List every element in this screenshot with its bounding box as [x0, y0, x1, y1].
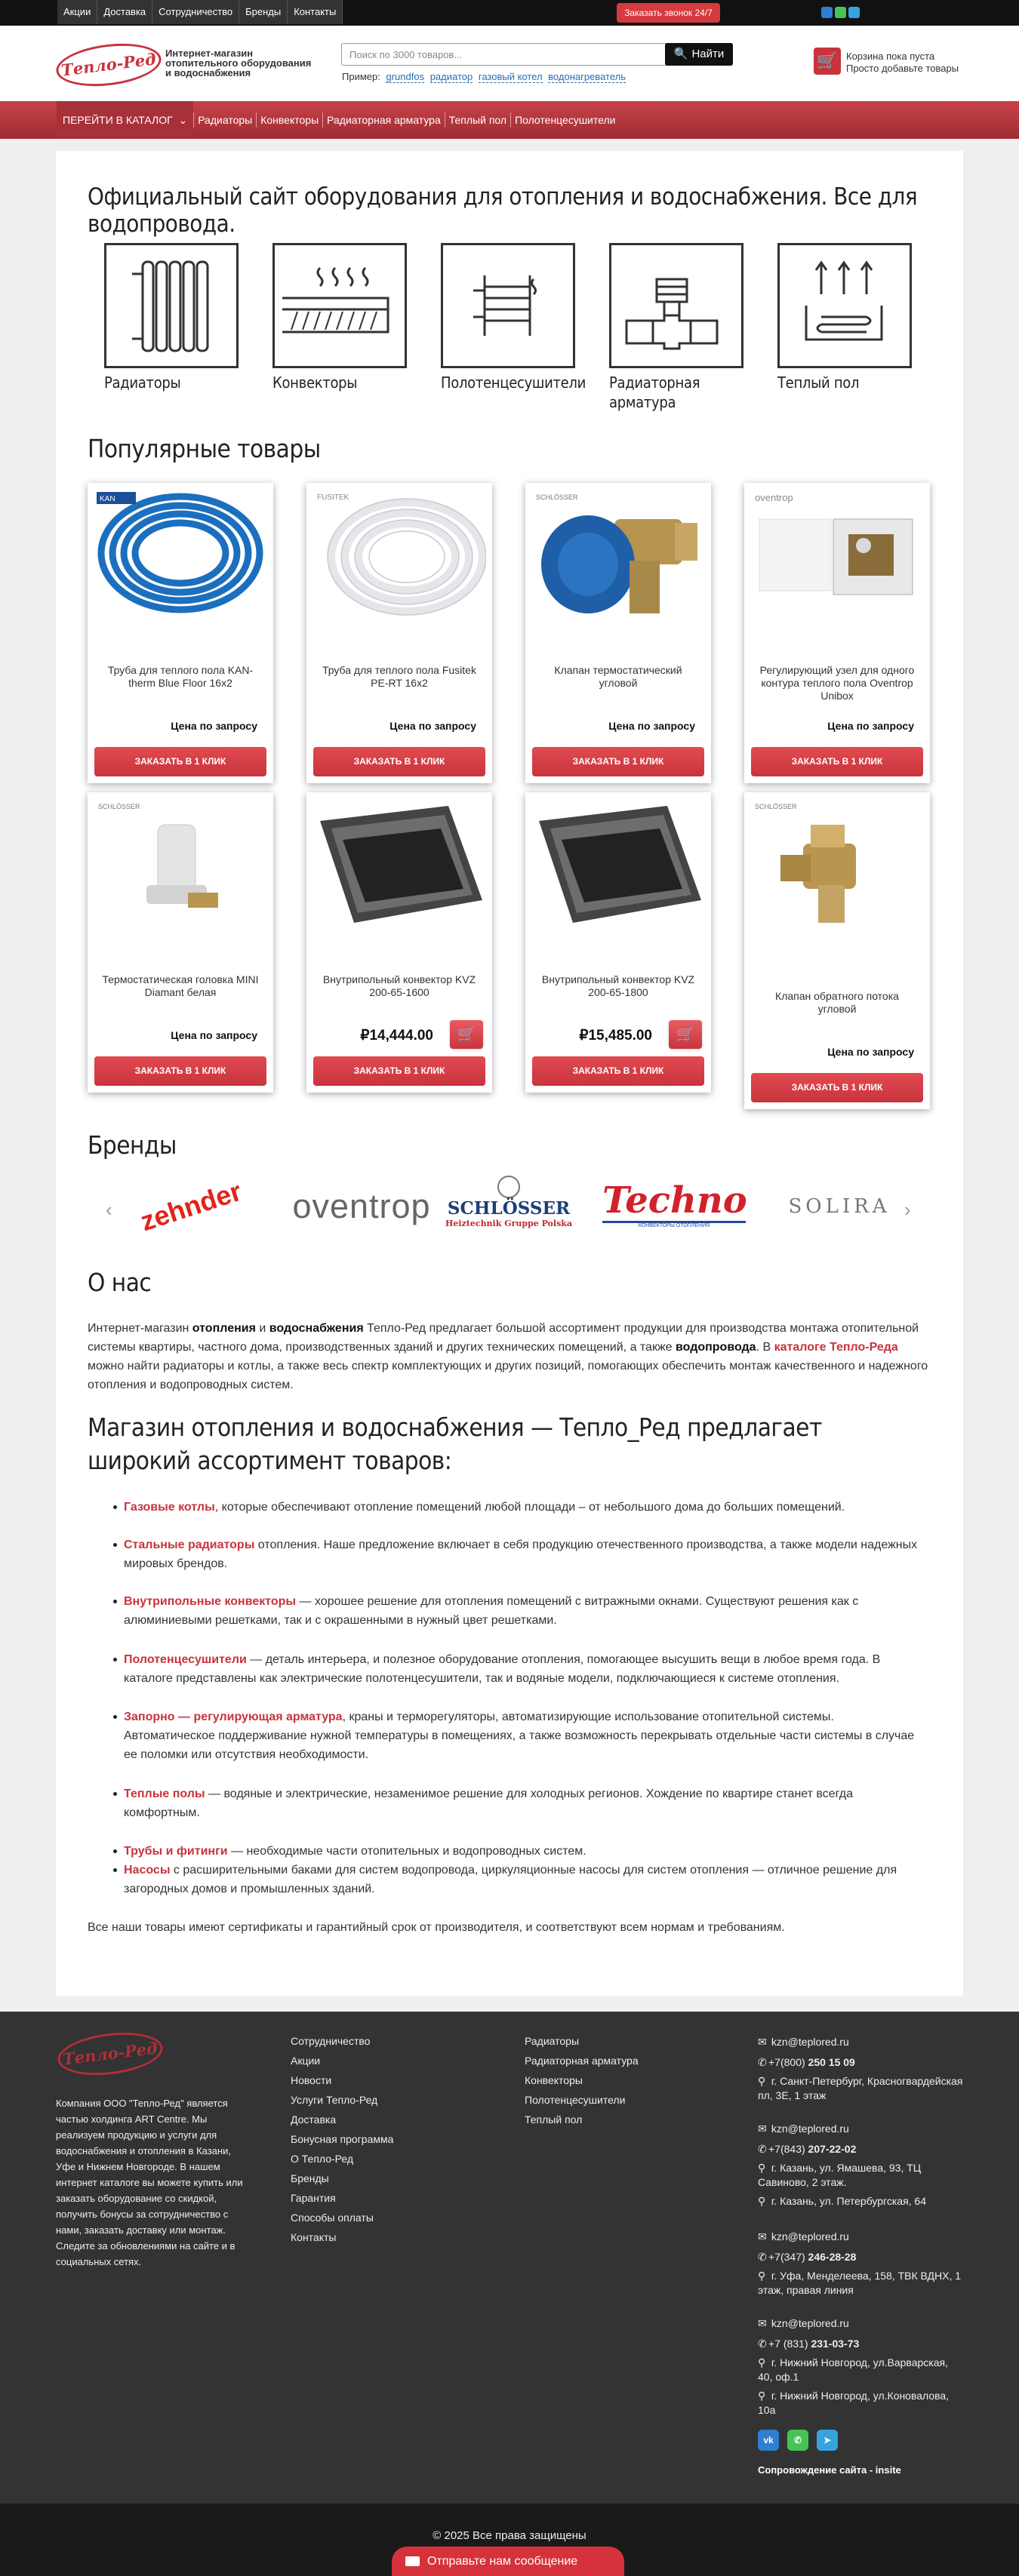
cart-line2: Просто добавьте товары: [846, 63, 959, 74]
catalog-button[interactable]: ПЕРЕЙТИ В КАТАЛОГ ⌄: [57, 101, 193, 139]
about-bold: водопровода: [676, 1341, 756, 1354]
contact-phone[interactable]: 246-28-28: [808, 2251, 857, 2263]
product-price: Цена по запросу: [389, 720, 476, 732]
list-text: , которые обеспечивают отопление помещений любой площади – от небольшого дома до больших помещений.: [214, 1501, 845, 1514]
buy-one-click-button[interactable]: ЗАКАЗАТЬ В 1 КЛИК: [532, 1056, 704, 1086]
list-text: отопления. Наше предложение включает в себя продукцию отечественного производства, а также модели надежных мировых брендов.: [124, 1539, 918, 1570]
product-price: ₽15,485.00: [579, 1028, 652, 1044]
product-title[interactable]: Термостатическая головка MINI Diamant белая: [102, 973, 259, 998]
footer-link[interactable]: Бонусная программа: [291, 2133, 394, 2145]
product-card[interactable]: [306, 483, 492, 783]
product-image[interactable]: [94, 489, 267, 621]
brands-title: Бренды: [88, 1130, 177, 1160]
product-title[interactable]: Клапан термостатический угловой: [554, 664, 682, 689]
top-social: [821, 7, 860, 18]
email-icon: ✉: [758, 2317, 767, 2329]
assortment-list: [113, 1535, 928, 1573]
tagline-line: Интернет-магазин: [165, 48, 254, 59]
nav-item-underfloor[interactable]: Теплый пол: [445, 112, 510, 128]
main-nav: [0, 101, 1019, 139]
footer-link[interactable]: Доставка: [291, 2113, 337, 2126]
product-price: Цена по запросу: [171, 720, 257, 732]
logo[interactable]: [54, 38, 164, 92]
contact-email[interactable]: kzn@teplored.ru: [771, 2036, 849, 2048]
list-text: , краны и терморегуляторы, автоматизирующие использование отопительной системы. Автоматическое поддерживание нужной температуры в помещениях, а также возможность перекрывать отдельные части системы в случае ее поломки или отсутствия необходимости.: [124, 1711, 915, 1761]
vk-icon[interactable]: vk: [758, 2430, 779, 2451]
topnav-brands[interactable]: Бренды: [239, 0, 288, 24]
carousel-prev-icon[interactable]: ‹: [106, 1198, 112, 1221]
topnav-promotions[interactable]: Акции: [57, 0, 97, 24]
assortment-list: [113, 1784, 928, 1822]
list-item: [113, 1861, 928, 1898]
footer-contacts-ufa: [758, 2230, 965, 2298]
phone-icon: ✆: [758, 2056, 767, 2068]
convector-icon: [272, 243, 407, 368]
assortment-title: Магазин отопления и водоснабжения — Тепло_Ред предлагает широкий ассортимент товаров:: [88, 1412, 822, 1475]
contact-address: г. Уфа, Менделеева, 158, ТВК ВДНХ, 1 этаж, правая линия: [758, 2270, 962, 2296]
tagline: [165, 48, 311, 78]
top-nav: [57, 0, 343, 24]
cart-status[interactable]: [846, 51, 959, 75]
product-price: ₽14,444.00: [360, 1028, 433, 1044]
underfloor-heating-icon: [777, 243, 912, 368]
add-to-cart-icon[interactable]: 🛒: [450, 1020, 483, 1049]
list-item: [113, 1842, 928, 1861]
map-pin-icon: ⚲: [758, 2356, 766, 2369]
product-image[interactable]: [531, 489, 705, 621]
list-link[interactable]: Газовые котлы: [124, 1501, 215, 1514]
list-text: — водяные и электрические, незаменимое решение для холодных регионов. Хождение по квартире станет всегда комфортным.: [124, 1788, 853, 1819]
category-radiator-fittings[interactable]: [609, 243, 745, 412]
footer-link[interactable]: Услуги Тепло-Ред: [291, 2094, 378, 2106]
footer-link[interactable]: Радиаторы: [525, 2035, 580, 2047]
footer-contacts-spb: [758, 2035, 965, 2103]
brand-name: zehnder: [136, 1175, 245, 1237]
list-link[interactable]: Полотенцесушители: [124, 1653, 247, 1666]
product-image[interactable]: [750, 489, 924, 621]
category-convectors[interactable]: [272, 243, 408, 392]
about-bold: водоснабжения: [269, 1322, 364, 1335]
map-pin-icon: ⚲: [758, 2195, 766, 2207]
footer-column-company: [291, 2031, 393, 2247]
send-message-label: Отправьте нам сообщение: [427, 2555, 578, 2568]
category-underfloor[interactable]: [777, 243, 913, 392]
email-icon: ✉: [758, 2123, 767, 2135]
product-price: Цена по запросу: [827, 720, 914, 732]
category-label: Радиаторная арматура: [609, 373, 700, 411]
header: [0, 26, 1019, 101]
category-label: Конвекторы: [272, 373, 358, 392]
footer-link[interactable]: Контакты: [291, 2231, 337, 2243]
buy-one-click-button[interactable]: ЗАКАЗАТЬ В 1 КЛИК: [751, 747, 923, 776]
about-text: [88, 1319, 933, 1394]
brand-mark: oventrop: [755, 492, 793, 503]
main-content: [56, 151, 963, 1996]
search-input[interactable]: [341, 43, 733, 66]
page-title: Официальный сайт оборудования для отопления и водоснабжения. Все для водопровода.: [88, 183, 918, 238]
phone-icon: ✆: [758, 2143, 767, 2155]
list-link[interactable]: Запорно — регулирующая арматура: [124, 1711, 343, 1723]
buy-one-click-button[interactable]: ЗАКАЗАТЬ В 1 КЛИК: [313, 1056, 485, 1086]
footer-link[interactable]: О Тепло-Ред: [291, 2153, 354, 2165]
footer-link[interactable]: Теплый пол: [525, 2113, 583, 2126]
search-examples: [342, 71, 626, 82]
product-card[interactable]: [88, 792, 273, 1093]
cart-icon[interactable]: 🛒: [814, 48, 841, 75]
buy-one-click-button[interactable]: ЗАКАЗАТЬ В 1 КЛИК: [94, 747, 266, 776]
list-item: [113, 1708, 928, 1764]
about-text-part: . В: [756, 1341, 774, 1354]
valve-icon: [609, 243, 743, 368]
list-item: [113, 1784, 928, 1822]
buy-one-click-button[interactable]: ЗАКАЗАТЬ В 1 КЛИК: [313, 747, 485, 776]
about-text-part: Тепло-Ред предлагает большой ассортимент продукции для производства монтажа отопительной системы квартиры, частного дома, производственных зданий и других технических помещений, а также: [88, 1322, 919, 1354]
copyright: © 2025 Все права защищены: [433, 2529, 586, 2542]
list-text: — деталь интерьера, и полезное оборудование отопления, помогающее высушить вещи в любое время года. В каталоге представлены как электрические полотенцесушители, так и водяные модели, подключающиеся к системе отопления.: [124, 1653, 881, 1685]
brand-mark: FUSITEK: [317, 493, 349, 502]
product-title[interactable]: Клапан обратного потока угловой: [775, 990, 899, 1015]
example-link[interactable]: водонагреватель: [548, 71, 626, 82]
brand-logo-techno[interactable]: [602, 1180, 746, 1228]
contact-phone-prefix[interactable]: +7(843): [768, 2143, 808, 2155]
assortment-list: [113, 1861, 928, 1898]
brand-logo-schlosser[interactable]: [433, 1176, 584, 1228]
footer-link[interactable]: Акции: [291, 2055, 321, 2067]
footer-contacts-kazan: [758, 2122, 965, 2209]
product-image[interactable]: [94, 798, 267, 930]
certificates-text: Все наши товары имеют сертификаты и гарантийный срок от производителя, и соответствуют всем нормам и требованиям.: [88, 1921, 785, 1934]
list-link[interactable]: Стальные радиаторы: [124, 1539, 255, 1551]
product-title[interactable]: Труба для теплого пола Fusitek PE-RT 16x2: [322, 664, 476, 689]
map-pin-icon: ⚲: [758, 2075, 766, 2087]
example-label: Пример:: [342, 71, 380, 82]
category-radiators[interactable]: [104, 243, 240, 392]
send-message-button[interactable]: [392, 2547, 624, 2576]
contact-phone[interactable]: 207-22-02: [808, 2143, 857, 2155]
contact-email[interactable]: kzn@teplored.ru: [771, 2230, 849, 2242]
vk-icon[interactable]: [821, 7, 833, 18]
footer-link[interactable]: Гарантия: [291, 2192, 336, 2204]
product-image[interactable]: [531, 798, 705, 930]
category-label: Радиаторы: [104, 373, 181, 392]
category-label: Полотенцесушители: [441, 373, 586, 392]
product-title[interactable]: Внутрипольный конвектор KVZ 200-65-1600: [322, 973, 476, 998]
buy-one-click-button[interactable]: ЗАКАЗАТЬ В 1 КЛИК: [532, 747, 704, 776]
footer-link[interactable]: Бренды: [291, 2172, 329, 2184]
brand-mark: SCHLÖSSER: [536, 493, 578, 501]
nav-item-towel-dryers[interactable]: Полотенцесушители: [510, 112, 619, 128]
email-icon: ✉: [758, 2230, 767, 2242]
footer-social: [758, 2430, 838, 2451]
about-text-part: и: [255, 1322, 269, 1335]
contact-phone-prefix[interactable]: +7 (831): [768, 2338, 811, 2350]
phone-icon: ✆: [758, 2251, 767, 2263]
list-item: [113, 1498, 928, 1517]
assortment-list: [113, 1650, 928, 1688]
whatsapp-icon[interactable]: [835, 7, 846, 18]
search-button-label: Найти: [691, 48, 725, 60]
map-pin-icon: ⚲: [758, 2390, 766, 2402]
assortment-list: [113, 1708, 928, 1764]
example-link[interactable]: grundfos: [386, 71, 425, 82]
contact-phone[interactable]: 250 15 09: [808, 2056, 855, 2068]
brand-name: SOLIRA: [788, 1195, 891, 1218]
brand-logo-solira[interactable]: [771, 1195, 907, 1218]
tagline-line: и водоснабжения: [165, 67, 251, 78]
assortment-list: [113, 1842, 928, 1861]
towel-dryer-icon: [441, 243, 575, 368]
topnav-delivery[interactable]: Доставка: [97, 0, 152, 24]
contact-phone-prefix[interactable]: +7(347): [768, 2251, 808, 2263]
product-card[interactable]: [525, 483, 711, 783]
footer-column-catalog: [525, 2031, 639, 2129]
brand-subtitle: Heiztechnik Gruppe Polska: [445, 1219, 573, 1228]
product-title[interactable]: Труба для теплого пола KAN-therm Blue Floor 16x2: [107, 664, 254, 689]
buy-one-click-button[interactable]: ЗАКАЗАТЬ В 1 КЛИК: [751, 1073, 923, 1102]
search-icon: 🔍: [673, 48, 688, 60]
list-text: — хорошее решение для отопления помещений с витражными окнами. Существуют решения как с алюминиевыми решетками, так и с окрашенными в нужный цвет решетками.: [124, 1595, 859, 1627]
category-label: Теплый пол: [777, 373, 860, 392]
about-title: О нас: [88, 1268, 152, 1297]
whatsapp-icon[interactable]: ✆: [787, 2430, 808, 2451]
product-title[interactable]: Внутрипольный конвектор KVZ 200-65-1800: [541, 973, 695, 998]
contact-phone-prefix[interactable]: +7(800): [768, 2056, 808, 2068]
product-price: Цена по запросу: [171, 1029, 257, 1041]
contact-address: г. Казань, ул. Петербургская, 64: [771, 2195, 927, 2207]
product-card[interactable]: [88, 483, 273, 783]
map-pin-icon: ⚲: [758, 2270, 766, 2282]
envelope-icon: [405, 2556, 420, 2566]
brand-logo-zehnder[interactable]: [119, 1175, 263, 1237]
popular-title: Популярные товары: [88, 434, 321, 463]
product-image[interactable]: [750, 798, 924, 949]
topnav-cooperation[interactable]: Сотрудничество: [152, 0, 239, 24]
contact-address: г. Нижний Новгород, ул.Варварская, 40, оф.1: [758, 2356, 948, 2383]
contact-phone[interactable]: 231-03-73: [811, 2338, 860, 2350]
product-card[interactable]: [744, 483, 930, 783]
footer-link[interactable]: Конвекторы: [525, 2074, 583, 2086]
list-link[interactable]: Насосы: [124, 1864, 171, 1877]
list-link[interactable]: Внутрипольные конвекторы: [124, 1595, 297, 1608]
product-card[interactable]: [744, 792, 930, 1109]
brand-name: SCHLÖSSER: [447, 1198, 571, 1219]
footer-about: Компания ООО "Тепло-Ред" является частью холдинга ART Centre. Мы реализуем продукцию и услуги для водоснабжения и отопления в Казани, Уфе и Нижнем Новгороде. В нашем интернет каталоге вы можете купить или заказать оборудование со скидкой, получить бонусы за сотрудничество с нами, заказать доставку или монтаж. Следите за обновлениями на сайте и в социальных сетях.: [56, 2098, 243, 2267]
list-item: [113, 1535, 928, 1573]
logo-text: Тепло-Ред: [61, 2038, 159, 2069]
top-bar: [0, 0, 1019, 26]
product-image[interactable]: [312, 489, 486, 621]
about-text-part: можно найти радиаторы и котлы, а также весь спектр комплектующих и других позиций, помогающих обеспечить монтаж качественного и надежного отопления и водопроводных систем.: [88, 1360, 928, 1391]
footer-link[interactable]: Новости: [291, 2074, 332, 2086]
email-icon: ✉: [758, 2036, 767, 2048]
add-to-cart-icon[interactable]: 🛒: [669, 1020, 702, 1049]
catalog-label: ПЕРЕЙТИ В КАТАЛОГ: [63, 114, 173, 126]
product-card[interactable]: [525, 792, 711, 1093]
category-towel-dryers[interactable]: [441, 243, 586, 392]
radiator-icon: [104, 243, 239, 368]
about-text-part: Интернет-магазин: [88, 1322, 192, 1335]
telegram-icon[interactable]: [848, 7, 860, 18]
callback-button[interactable]: Заказать звонок 24/7: [617, 3, 720, 23]
about-bold: отопления: [192, 1322, 256, 1335]
list-link[interactable]: Трубы и фитинги: [124, 1845, 228, 1858]
brand-name: oventrop: [292, 1187, 431, 1225]
search-button[interactable]: [665, 43, 733, 66]
list-text: с расширительными баками для систем водопровода, циркуляционные насосы для систем отопления — отличное решение для загородных домов и промышленных зданий.: [124, 1864, 897, 1895]
buy-one-click-button[interactable]: ЗАКАЗАТЬ В 1 КЛИК: [94, 1056, 266, 1086]
footer-link[interactable]: Сотрудничество: [291, 2035, 371, 2047]
list-text: — необходимые части отопительных и водопроводных систем.: [227, 1845, 586, 1858]
contact-address: г. Нижний Новгород, ул.Коновалова, 10а: [758, 2390, 950, 2416]
example-link[interactable]: газовый котел: [478, 71, 543, 82]
brand-mark: SCHLÖSSER: [755, 803, 797, 810]
brand-name: Techno: [602, 1179, 747, 1222]
nav-item-radiator-fittings[interactable]: Радиаторная арматура: [322, 112, 445, 128]
carousel-next-icon[interactable]: ›: [904, 1198, 911, 1221]
product-card[interactable]: [306, 792, 492, 1093]
contact-address: г. Казань, ул. Ямашева, 93, ТЦ Савиново, 2 этаж.: [758, 2162, 922, 2188]
product-price: Цена по запросу: [827, 1046, 914, 1058]
phone-icon: ✆: [758, 2338, 767, 2350]
product-price: Цена по запросу: [608, 720, 695, 732]
catalog-link[interactable]: каталоге Тепло-Реда: [774, 1341, 898, 1354]
brand-mark: SCHLÖSSER: [98, 803, 140, 810]
list-item: [113, 1592, 928, 1630]
contact-address: г. Санкт-Петербург, Красногвардейская пл, 3Е, 1 этаж: [758, 2075, 963, 2101]
telegram-icon[interactable]: ➤: [817, 2430, 838, 2451]
nav-item-radiators[interactable]: Радиаторы: [193, 112, 256, 128]
nav-item-convectors[interactable]: Конвекторы: [256, 112, 322, 128]
brand-subtitle: КОНВЕКТОРЫ ОТОПЛЕНИЯ: [638, 1223, 710, 1228]
assortment-list: [113, 1498, 928, 1517]
logo-text: Тепло-Ред: [60, 49, 158, 80]
topnav-contacts[interactable]: Контакты: [288, 0, 343, 24]
tagline-line: отопительного оборудования: [165, 57, 312, 69]
footer-link[interactable]: Полотенцесушители: [525, 2094, 626, 2106]
list-link[interactable]: Теплые полы: [124, 1788, 205, 1800]
product-image[interactable]: [312, 798, 486, 930]
search-placeholder: Поиск по 3000 товаров...: [349, 49, 463, 60]
assortment-list: [113, 1592, 928, 1630]
contact-email[interactable]: kzn@teplored.ru: [771, 2317, 849, 2329]
list-item: [113, 1650, 928, 1688]
contact-email[interactable]: kzn@teplored.ru: [771, 2123, 849, 2135]
footer-link[interactable]: Способы оплаты: [291, 2212, 374, 2224]
footer-contacts-nn: [758, 2316, 965, 2418]
cart-line1: Корзина пока пуста: [846, 51, 935, 62]
example-link[interactable]: радиатор: [429, 71, 473, 82]
brand-mark: KAN: [100, 495, 115, 503]
footer-link[interactable]: Радиаторная арматура: [525, 2055, 639, 2067]
map-pin-icon: ⚲: [758, 2162, 766, 2174]
site-support-link[interactable]: Сопровождение сайта - insite: [758, 2464, 901, 2476]
product-title[interactable]: Регулирующий узел для одного контура теплого пола Oventrop Unibox: [759, 664, 915, 702]
